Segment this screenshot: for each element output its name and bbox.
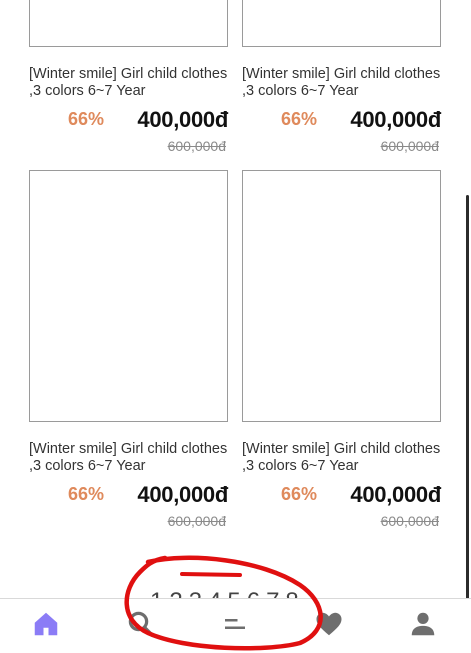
bottom-tab-bar	[0, 598, 471, 653]
menu-icon	[220, 609, 250, 639]
product-image[interactable]	[242, 0, 441, 47]
product-title[interactable]: [Winter smile] Girl child clothes ,3 colors 6~7 Year	[242, 66, 441, 99]
original-price: 600,000đ	[380, 513, 439, 529]
tab-menu[interactable]	[220, 609, 250, 639]
original-price: 600,000đ	[167, 138, 226, 154]
search-icon	[126, 609, 156, 639]
tab-home[interactable]	[31, 609, 61, 639]
heart-icon	[314, 609, 344, 639]
product-image[interactable]	[242, 170, 441, 422]
original-price: 600,000đ	[167, 513, 226, 529]
original-price: 600,000đ	[380, 138, 439, 154]
tab-search[interactable]	[126, 609, 156, 639]
discount-badge: 66%	[281, 484, 318, 504]
product-title[interactable]: [Winter smile] Girl child clothes ,3 colors 6~7 Year	[242, 441, 441, 474]
product-price: 400,000đ	[137, 107, 228, 132]
tab-favorites[interactable]	[314, 609, 344, 639]
discount-badge: 66%	[68, 484, 105, 504]
product-price: 400,000đ	[350, 107, 441, 132]
discount-badge: 66%	[281, 109, 318, 129]
discount-badge: 66%	[68, 109, 105, 129]
person-icon	[408, 609, 438, 639]
product-title[interactable]: [Winter smile] Girl child clothes ,3 colors 6~7 Year	[29, 66, 228, 99]
home-icon	[31, 609, 61, 639]
product-title[interactable]: [Winter smile] Girl child clothes ,3 colors 6~7 Year	[29, 441, 228, 474]
tab-profile[interactable]	[408, 609, 438, 639]
product-price: 400,000đ	[350, 482, 441, 507]
product-image[interactable]	[29, 170, 228, 422]
product-price: 400,000đ	[137, 482, 228, 507]
product-image[interactable]	[29, 0, 228, 47]
scrollbar[interactable]	[466, 195, 469, 635]
